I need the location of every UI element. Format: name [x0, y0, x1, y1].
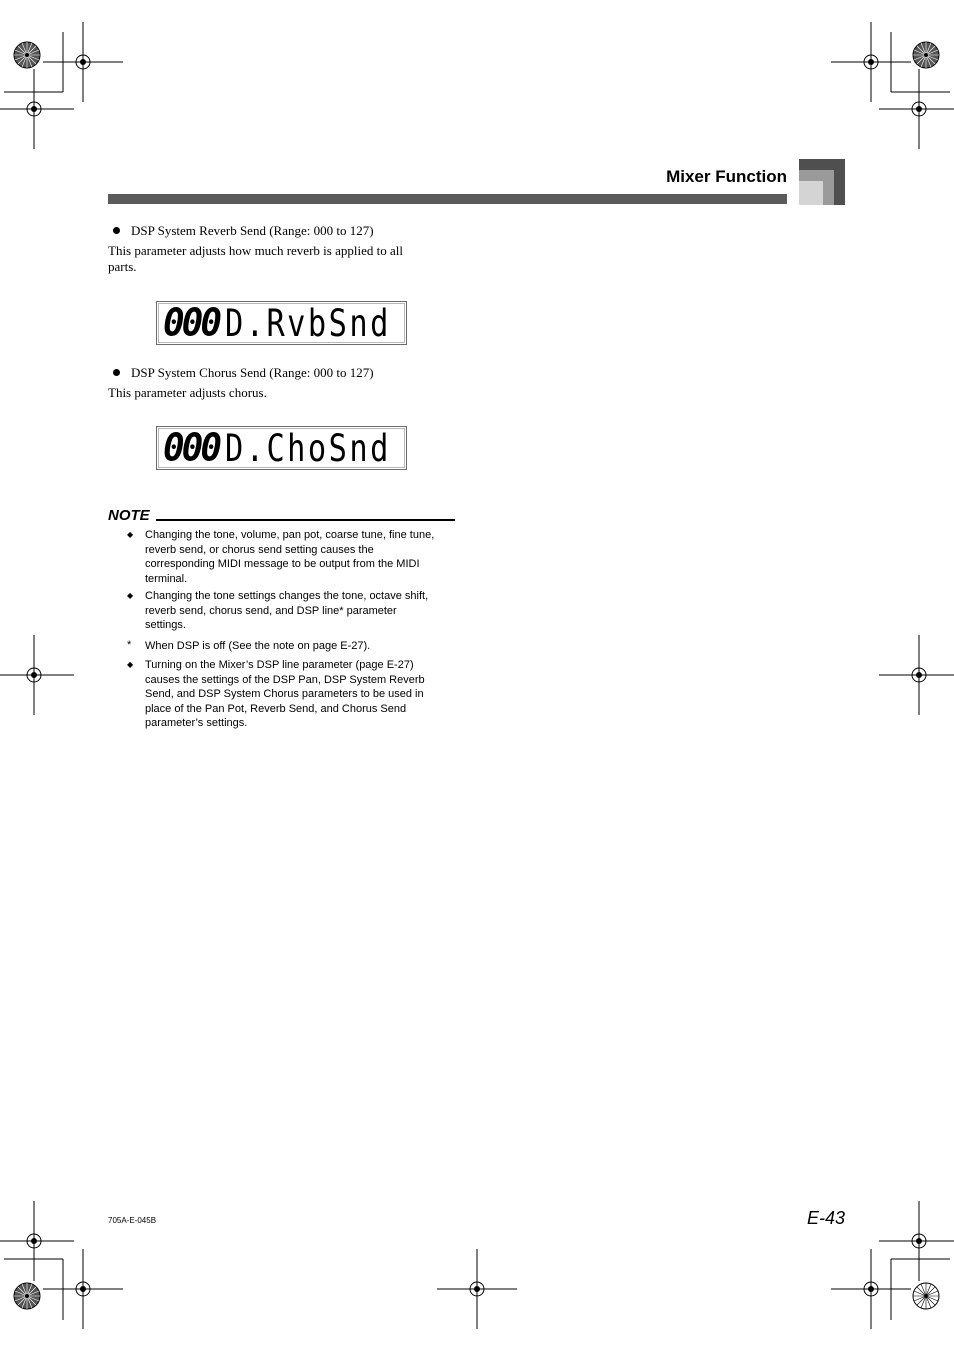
note-line: Changing the tone settings changes the tone, octave shift, [145, 590, 429, 602]
page-number: E-43 [806, 1208, 845, 1228]
lcd-value: 000 [163, 426, 220, 470]
note-line: terminal. [145, 572, 188, 585]
reverb-description-line: parts. [108, 259, 137, 274]
note-line: causes the settings of the DSP Pan, DSP System Reverb [145, 673, 425, 686]
note-line: Changing the tone, volume, pan pot, coarse tune, fine tune, [145, 529, 435, 541]
section-title: Mixer Function [666, 167, 787, 186]
note-line: parameter’s settings. [145, 717, 248, 729]
note-line: place of the Pan Pot, Reverb Send, and Chorus Send [145, 702, 407, 715]
note-line: settings. [145, 619, 186, 631]
chorus-send-description: This parameter adjusts chorus. [108, 385, 267, 400]
asterisk-marker: * [127, 638, 132, 651]
note-line: When DSP is off (See the note on page E-27). [145, 639, 371, 652]
note-label: NOTE [108, 507, 150, 524]
document-code: 705A-E-045B [108, 1216, 157, 1225]
diamond-bullet-icon: ◆ [127, 660, 134, 669]
diamond-bullet-icon: ◆ [127, 591, 134, 600]
note-line: reverb send, chorus send, and DSP line* parameter [145, 604, 397, 617]
note-line: reverb send, or chorus send setting causes the [145, 543, 374, 556]
reverb-description-line: This parameter adjusts how much reverb is applied to all [108, 243, 403, 258]
lcd-value: 000 [163, 301, 220, 345]
note-line: Turning on the Mixer’s DSP line parameter (page E-27) [145, 659, 414, 671]
reverb-send-heading: DSP System Reverb Send (Range: 000 to 127) [131, 223, 374, 238]
chorus-send-heading: DSP System Chorus Send (Range: 000 to 127) [131, 365, 374, 380]
lcd-parameter: D.RvbSnd [225, 301, 391, 345]
note-line: corresponding MIDI message to be output from the MIDI [145, 558, 420, 570]
lcd-parameter: D.ChoSnd [225, 426, 391, 470]
diamond-bullet-icon: ◆ [127, 530, 134, 539]
note-line: Send, and DSP System Chorus parameters to be used in [145, 688, 424, 700]
